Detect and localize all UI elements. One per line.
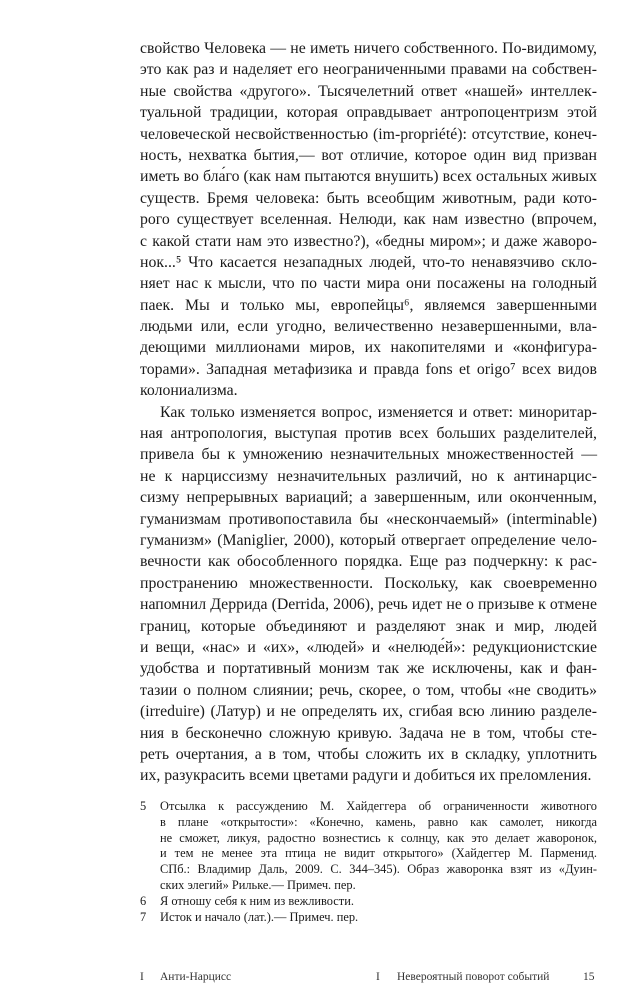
footnote-line: СПб.: Владимир Даль, 2009. С. 344–345). Образ жаворонка взят из «Дуин- bbox=[160, 862, 597, 877]
text-line: рого существует вселенная. Нелюди, как нам известно (впрочем, bbox=[140, 211, 597, 229]
text-line: паек. Мы и только мы, европейцы⁶, являемся завершенными bbox=[140, 296, 597, 314]
text-line: деющими миллионами миров, их накопителями и «конфигура- bbox=[140, 339, 597, 357]
footnote-line: Отсылка к рассуждению М. Хайдеггера об ограниченности животного bbox=[160, 799, 597, 813]
footnote-line: и тем не менее эта птица не видит открытого» (Хайдеггер М. Парменид. bbox=[160, 846, 597, 861]
text-line: не к нарциссизму незначительных различий, но к антинарцис- bbox=[140, 467, 597, 485]
text-line: няет нас к мысли, что по части мира они посажены на голодный bbox=[140, 275, 597, 293]
text-line: иметь во бла́го (как нам пытаются внушить) всех остальных живых bbox=[140, 168, 597, 186]
text-line: колониализма. bbox=[140, 382, 238, 400]
footnote-line: ских элегий» Рильке.— Примеч. пер. bbox=[160, 877, 356, 892]
text-line: напомнил Деррида (Derrida, 2006), речь идет не о призыве к отмене bbox=[140, 596, 597, 614]
text-line: гуманизмам противопоставила бы «нескончаемый» (interminable) bbox=[140, 510, 597, 528]
text-line: реть очертания, а в том, чтобы сложить их в складку, уплотнить bbox=[140, 745, 597, 763]
text-line: вечности как обособленного порядка. Еще раз подчеркну: к рас- bbox=[140, 553, 597, 571]
text-line: сизму непрерывных вариаций; а завершенным, или оконченным, bbox=[140, 489, 597, 507]
footnote-7 bbox=[140, 910, 597, 926]
text-line: тазии о полном слиянии; речь, скорее, о том, чтобы «не сводить» bbox=[140, 681, 597, 699]
text-line: ная антропология, выступая против всех больших разделителей, bbox=[140, 425, 597, 443]
text-line: Как только изменяется вопрос, изменяется и ответ: миноритар- bbox=[160, 403, 597, 421]
text-line: гуманизм» (Maniglier, 2000), который отвергает определение чело- bbox=[140, 531, 597, 549]
footnote-6 bbox=[140, 894, 597, 910]
footnote-line: Исток и начало (лат.).— Примеч. пер. bbox=[160, 909, 359, 924]
text-line: свойство Человека — не иметь ничего собственного. По-видимому, bbox=[140, 40, 597, 57]
text-line: нок...⁵ Что касается незападных людей, что-то ненавязчиво скло- bbox=[140, 253, 597, 271]
text-line: ния в бесконечно сложную кривую. Задача не в том, чтобы сте- bbox=[140, 724, 597, 742]
text-line: и вещи, «нас» и «их», «людей» и «нелюде́й»: редукционистские bbox=[140, 638, 597, 656]
text-line: удобства и портативный монизм так же исключены, как и фан- bbox=[140, 660, 597, 678]
footnotes bbox=[140, 799, 597, 925]
footnote-5 bbox=[140, 799, 597, 894]
text-line: это как раз и наделяет его неограниченными правами на собствен- bbox=[140, 61, 597, 79]
footer-separator: I bbox=[376, 971, 380, 983]
main-text bbox=[140, 38, 597, 787]
text-line: пространению множественности. Поскольку, как своевременно bbox=[140, 574, 597, 592]
part-title: Анти-Нарцисс bbox=[160, 971, 232, 983]
text-line: привела бы к умножению незначительных множественностей — bbox=[140, 446, 597, 464]
footnote-line: Я отношу себя к ним из вежливости. bbox=[160, 893, 354, 908]
text-line: границ, которые объединяют и разделяют знак и мир, людей bbox=[140, 617, 597, 635]
text-line: туальной традиции, которая оправдывает антропоцентризм этой bbox=[140, 104, 597, 122]
text-line: людьми или, если угодно, величественно незавершенными, вла- bbox=[140, 318, 597, 336]
footnote-number: 5 bbox=[140, 799, 147, 813]
chapter-title: Невероятный поворот событий bbox=[397, 971, 550, 983]
footnote-number: 7 bbox=[140, 909, 147, 924]
text-line: с какой стати нам это известно?), «бедны миром»; и даже жаворо- bbox=[140, 232, 597, 250]
footnote-number: 6 bbox=[140, 893, 147, 908]
text-line: существ. Бремя человека: быть всеобщим животным, ради кото- bbox=[140, 189, 597, 207]
text-line: (irreduire) (Латур) и не определять их, сгибая всю линию разделе- bbox=[140, 703, 597, 721]
text-line: ность, нехватка бытия,— вот отличие, которое один вид призван bbox=[140, 146, 597, 164]
part-number: I bbox=[140, 971, 144, 983]
page-number: 15 bbox=[583, 971, 595, 983]
text-line: их, разукрасить всеми цветами радуги и добиться их преломления. bbox=[140, 767, 592, 785]
text-line: ные свойства «другого». Тысячелетний ответ «нашей» интеллек- bbox=[140, 82, 597, 100]
footnote-line: в плане «открытости»: «Конечно, камень, равно как самолет, никогда bbox=[160, 814, 597, 829]
text-line: человеческой несвойственностью (im-propriété): отсутствие, конеч- bbox=[140, 125, 597, 143]
text-line: торами». Западная метафизика и правда fons et origo⁷ всех видов bbox=[140, 360, 597, 378]
footnote-line: не сможет, ликуя, радостно вознестись к солнцу, как это делает жаворонок, bbox=[160, 830, 597, 845]
